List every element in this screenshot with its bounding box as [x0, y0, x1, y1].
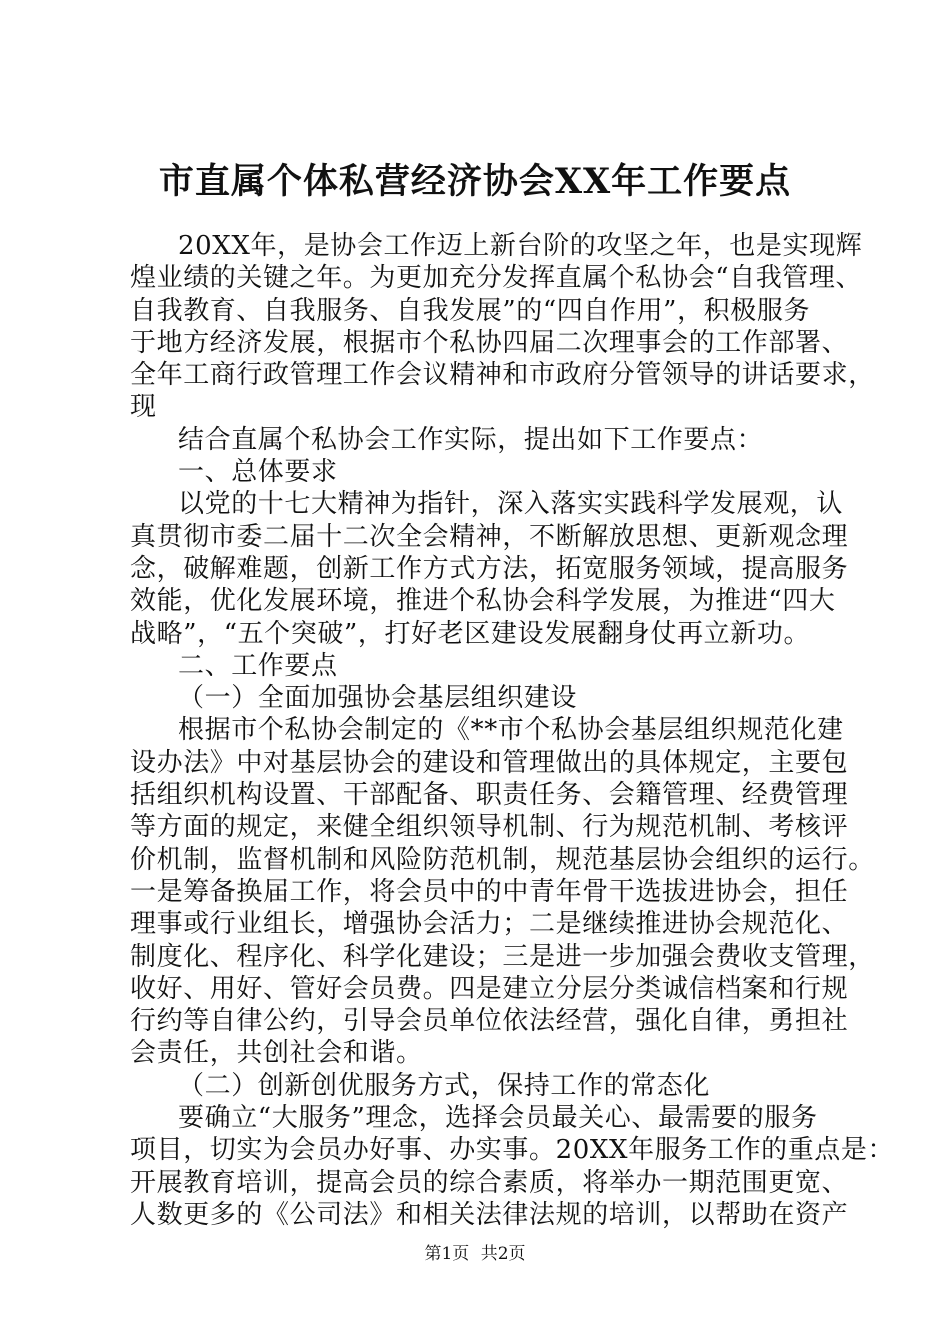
text-line: （二）创新创优服务方式，保持工作的常态化 — [178, 1070, 711, 1101]
text-line: 效能，优化发展环境，推进个私协会科学发展，为推进“四大 — [130, 586, 836, 617]
text-line: 价机制，监督机制和风险防范机制，规范基层协会组织的运行。 — [130, 844, 875, 875]
text-line: 二、工作要点 — [178, 650, 338, 681]
text-line: 真贯彻市委二届十二次全会精神，不断解放思想、更新观念理 — [130, 521, 849, 552]
text-line: 等方面的规定，来健全组织领导机制、行为规范机制、考核评 — [130, 812, 849, 843]
text-line: 念，破解难题，创新工作方式方法，拓宽服务领域，提高服务 — [130, 553, 849, 584]
text-line: 煌业绩的关键之年。为更加充分发挥直属个私协会“自我管理、 — [130, 263, 863, 294]
text-line: 于地方经济发展，根据市个私协四届二次理事会的工作部署、 — [130, 327, 849, 358]
text-line: 要确立“大服务”理念，选择会员最关心、最需要的服务 — [178, 1103, 818, 1134]
text-line: 项目，切实为会员办好事、办实事。20XX年服务工作的重点是： — [130, 1135, 895, 1166]
text-line: 20XX年，是协会工作迈上新台阶的攻坚之年，也是实现辉 — [178, 231, 863, 261]
text-line: 结合直属个私协会工作实际，提出如下工作要点： — [178, 424, 764, 455]
text-line: 一、总体要求 — [178, 457, 338, 488]
page-footer: 第1页 共2页 — [424, 1244, 526, 1264]
text-line: 现 — [130, 392, 157, 423]
text-line: 理事或行业组长，增强协会活力；二是继续推进协会规范化、 — [130, 909, 849, 940]
text-line: 人数更多的《公司法》和相关法律法规的培训，以帮助在资产 — [130, 1199, 849, 1230]
text-line: 战略”，“五个突破”，打好老区建设发展翻身仗再立新功。 — [130, 618, 811, 649]
text-line: 括组织机构设置、干部配备、职责任务、会籍管理、经费管理 — [130, 780, 849, 811]
text-line: 开展教育培训，提高会员的综合素质，将举办一期范围更宽、 — [130, 1167, 849, 1198]
text-line: 会责任，共创社会和谐。 — [130, 1038, 423, 1069]
text-line: 根据市个私协会制定的《**市个私协会基层组织规范化建 — [178, 715, 844, 746]
document-title: 市直属个体私营经济协会XX年工作要点 — [158, 161, 792, 202]
text-line: 自我教育、自我服务、自我发展”的“四自作用”，积极服务 — [130, 295, 811, 326]
text-line: 全年工商行政管理工作会议精神和市政府分管领导的讲话要求， — [130, 360, 875, 391]
document-body — [130, 230, 895, 1231]
text-line: 设办法》中对基层协会的建设和管理做出的具体规定，主要包 — [130, 747, 849, 778]
text-line: 一是筹备换届工作，将会员中的中青年骨干选拔进协会，担任 — [130, 876, 849, 907]
text-line: 以党的十七大精神为指针，深入落实实践科学发展观，认 — [178, 489, 844, 520]
text-line: 行约等自律公约，引导会员单位依法经营，强化自律，勇担社 — [130, 1006, 849, 1037]
text-line: （一）全面加强协会基层组织建设 — [178, 683, 578, 714]
text-line: 制度化、程序化、科学化建设；三是进一步加强会费收支管理， — [130, 941, 875, 972]
text-line: 收好、用好、管好会员费。四是建立分层分类诚信档案和行规 — [130, 973, 849, 1004]
